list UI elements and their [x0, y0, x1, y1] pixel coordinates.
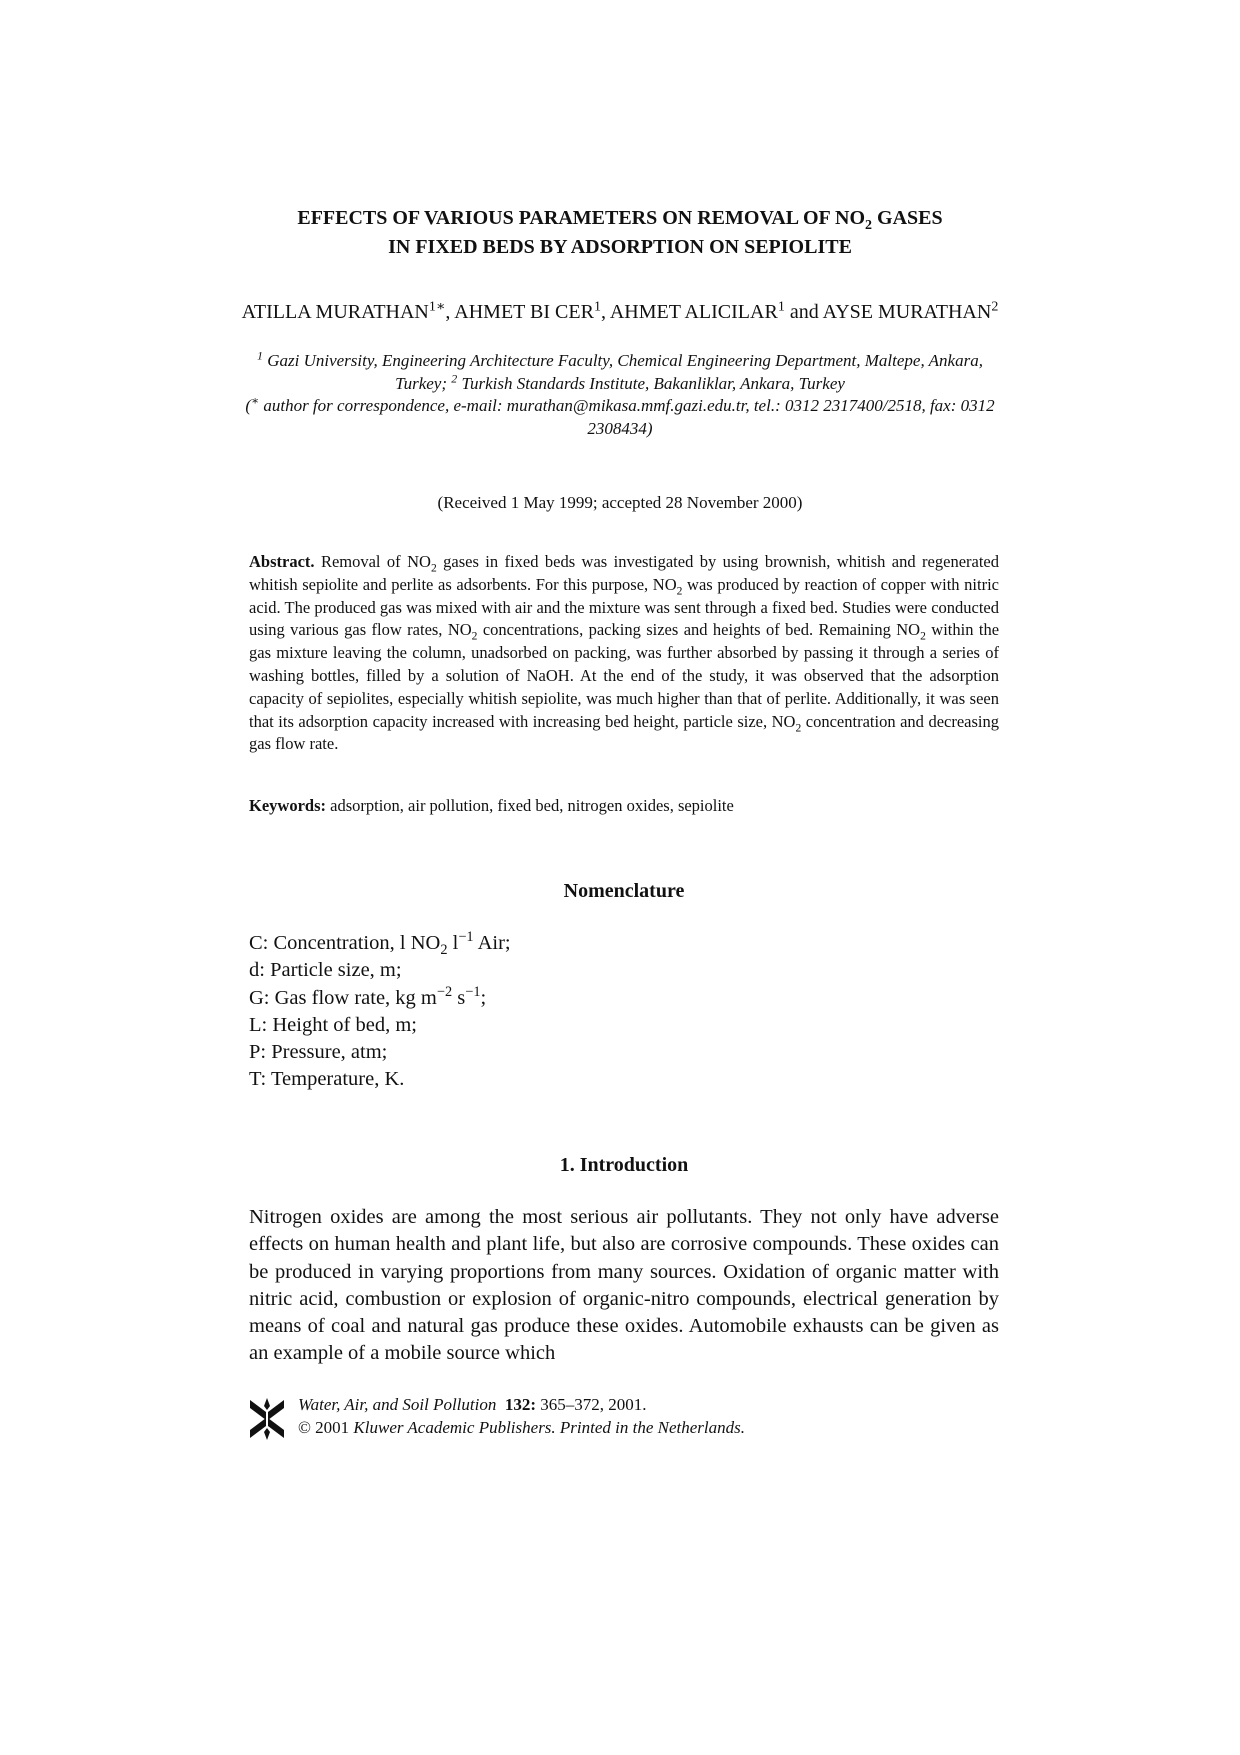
correspondence-info: author for correspondence, e-mail: murathan@mikasa.mmf.gazi.edu.tr, tel.: 0312 2317400/2518, fax: 0312 2308434)	[259, 396, 995, 438]
list-item: C: Concentration, l $NO_2$ $l^{-1}$ Air;	[249, 929, 511, 959]
list-item: d: Particle size, m;	[249, 959, 402, 982]
introduction-heading: 1. Introduction	[559, 1154, 689, 1176]
author-affiliations: $^1$ Gazi University, Engineering Architecture Faculty, Chemical Engineering Department, Maltepe, Ankara, Turkey; $^2$ Turkish Standards Institute, Bakanliklar, Ankara, Turkey (∗ author for correspondence, e-mail: murathan@mikasa.mmf.gazi.edu.tr, tel.: 0312 2317400/2518, fax: 0312 2308434)	[245, 348, 995, 438]
paper-title	[200, 204, 1040, 262]
keywords-label: Keywords:	[249, 796, 326, 815]
copyright-line: © 2001 Kluwer Academic Publishers. Printed in the Netherlands.	[298, 1417, 746, 1437]
publication-footer	[298, 1394, 998, 1439]
kluwer-logo-icon	[249, 1398, 285, 1440]
abstract-label: Abstract.	[249, 552, 315, 571]
received-dates: (Received 1 May 1999; accepted 28 November 2000)	[437, 493, 803, 512]
nomenclature-heading: Nomenclature	[563, 880, 685, 902]
journal-citation: Water, Air, and Soil Pollution 132: 365–372, 2001.	[298, 1395, 647, 1414]
keywords: Keywords: adsorption, air pollution, fixed bed, nitrogen oxides, sepiolite	[249, 796, 734, 815]
nomenclature-list	[249, 930, 849, 1094]
introduction-paragraph: Nitrogen oxides are among the most serious air pollutants. They not only have adverse effects on human health and plant life, but also are corrosive compounds. These oxides can be produced in varying proportions from many sources. Oxidation of organic matter with nitric acid, combustion or explosion of organic-nitro compounds, electrical generation by means of coal and natural gas produce these oxides. Automobile exhausts can be given as an example of a mobile source which	[249, 1206, 999, 1365]
abstract: Abstract. Removal of $NO_2$ gases in fixed beds was investigated by using brownish, whitish and regenerated whitish sepiolite and perlite as adsorbents. For this purpose, $NO_2$ was produced by reaction of copper with nitric acid. The produced gas was mixed with air and the mixture was sent through a fixed bed. Studies were conducted using various gas flow rates, $NO_2$ concentrations, packing sizes and heights of bed. Remaining $NO_2$ within the gas mixture leaving the column, unadsorbed on packing, was further absorbed by passing it through a series of washing bottles, filled by a solution of NaOH. At the end of the study, it was observed that the adsorption capacity of sepiolites, especially whitish sepiolite, was much higher than that of perlite. Additionally, it was seen that its adsorption capacity increased with increasing bed height, particle size, $NO_2$ concentration and decreasing gas flow rate.	[249, 552, 1000, 754]
list-item: P: Pressure, atm;	[249, 1041, 388, 1064]
list-item: L: Height of bed, m;	[249, 1013, 417, 1036]
list-item: T: Temperature, K.	[249, 1068, 405, 1091]
author-list: ATILLA $MURATHAN^{1∗}$, AHMET BI CER$^1$, AHMET ALICILAR$^1$ and AYSE MURATHAN$^2$	[241, 299, 999, 323]
title-line-2: IN FIXED BEDS BY ADSORPTION ON SEPIOLITE	[388, 236, 852, 258]
list-item: G: Gas flow rate, kg $m^{-2}$ $s^{-1}$;	[249, 983, 487, 1009]
title-line-1: EFFECTS OF VARIOUS PARAMETERS ON REMOVAL OF $NO_2$ GASES	[297, 207, 943, 233]
